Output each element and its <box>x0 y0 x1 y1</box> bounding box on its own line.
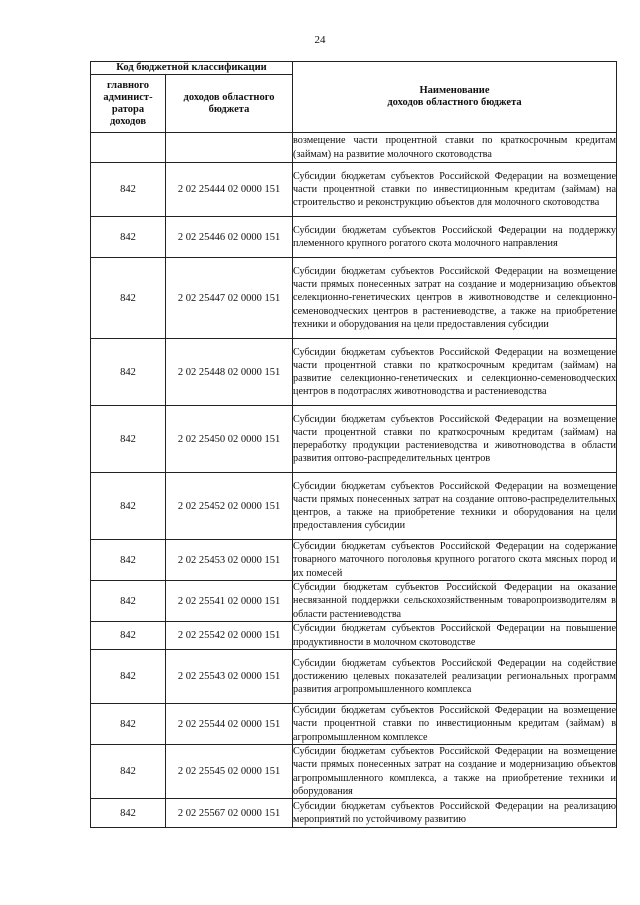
admin-code-cell: 842 <box>91 217 166 258</box>
table-row <box>91 217 617 258</box>
header-admin-line-2: админист- <box>103 91 153 103</box>
admin-code-cell: 842 <box>91 473 166 540</box>
table-row <box>91 745 617 799</box>
table-row <box>91 540 617 581</box>
income-name-cell: Субсидии бюджетам субъектов Российской Федерации на поддержку племенного крупного рогатого скота молочного направления <box>293 217 617 258</box>
income-name-cell: Субсидии бюджетам субъектов Российской Федерации на возмещение части прямых понесенных затрат на создание и модернизацию объектов агропромышленного комплекса, а также на приобретение техники и оборудования <box>293 746 616 797</box>
income-name-cell: возмещение части процентной ставки по краткосрочным кредитам (займам) на развитие молочного скотоводства <box>293 133 617 163</box>
table-row <box>91 258 617 339</box>
header-name-line-1: Наименование <box>419 85 490 96</box>
income-code-cell: 2 02 25542 02 0000 151 <box>166 622 293 650</box>
budget-income-table <box>90 61 617 828</box>
admin-code-cell: 842 <box>91 704 166 745</box>
admin-code-cell <box>91 133 166 163</box>
admin-code-cell: 842 <box>91 622 166 650</box>
table-row <box>91 650 617 704</box>
table-row <box>91 622 617 650</box>
table-row <box>91 473 617 540</box>
page-number: 24 <box>314 34 326 46</box>
income-name-cell: Субсидии бюджетам субъектов Российской Федерации на реализацию мероприятий по устойчивому развитию <box>293 799 617 828</box>
header-name-line-2: доходов областного бюджета <box>387 97 522 108</box>
income-code-cell: 2 02 25544 02 0000 151 <box>166 704 293 745</box>
income-code-cell: 2 02 25453 02 0000 151 <box>166 540 293 581</box>
income-name-cell: Субсидии бюджетам субъектов Российской Федерации на возмещение части процентной ставки по инвестиционным кредитам (займам) в агропромышленном комплексе <box>293 705 616 743</box>
income-code-cell: 2 02 25541 02 0000 151 <box>166 581 293 622</box>
header-income-column <box>166 75 293 133</box>
income-name-cell: Субсидии бюджетам субъектов Российской Федерации на оказание несвязанной поддержки сельскохозяйственным товаропроизводителям в области растениеводства <box>293 582 616 620</box>
admin-code-cell: 842 <box>91 163 166 217</box>
admin-code-cell: 842 <box>91 540 166 581</box>
admin-code-cell: 842 <box>91 406 166 473</box>
table-row <box>91 704 617 745</box>
income-name-cell: Субсидии бюджетам субъектов Российской Федерации на возмещение части процентной ставки по инвестиционным кредитам (займам) на строительство и реконструкцию объектов для молочного скотоводства <box>293 163 617 217</box>
header-admin-line-1: главного <box>106 79 150 91</box>
admin-code-cell: 842 <box>91 581 166 622</box>
table-row <box>91 339 617 406</box>
table-row <box>91 133 617 163</box>
admin-code-cell: 842 <box>91 799 166 828</box>
income-code-cell: 2 02 25450 02 0000 151 <box>166 406 293 473</box>
header-admin-column <box>91 75 166 133</box>
header-budget-classification: Код бюджетной классификации <box>91 62 293 75</box>
income-name-cell: Субсидии бюджетам субъектов Российской Федерации на возмещение части процентной ставки по краткосрочным кредитам (займам) на развитие селекционно-генетических и селекционно-семеноводческих центров в подотраслях животноводства и растениеводства <box>293 339 617 406</box>
table-row <box>91 799 617 828</box>
income-name-cell: Субсидии бюджетам субъектов Российской Федерации на содержание товарного маточного поголовья крупного рогатого скота мясных пород и их помесей <box>293 541 616 579</box>
table-row <box>91 581 617 622</box>
table-row <box>91 406 617 473</box>
admin-code-cell: 842 <box>91 745 166 799</box>
income-code-cell <box>166 133 293 163</box>
income-code-cell: 2 02 25446 02 0000 151 <box>166 217 293 258</box>
header-row-group <box>91 62 617 75</box>
income-code-cell: 2 02 25447 02 0000 151 <box>166 258 293 339</box>
header-name-column <box>293 62 617 133</box>
admin-code-cell: 842 <box>91 650 166 704</box>
header-admin-line-4: доходов <box>109 115 147 127</box>
header-income-line-2: бюджета <box>208 103 250 115</box>
income-name-cell: Субсидии бюджетам субъектов Российской Федерации на возмещение части прямых понесенных затрат на создание и модернизацию объектов селекционно-генетических центров в животноводстве и селекционно-семеноводческих центров в растениеводстве, а также на приобретение техники и оборудования на цели предоставления субсидии <box>293 258 617 339</box>
income-code-cell: 2 02 25545 02 0000 151 <box>166 745 293 799</box>
header-admin-line-3: ратора <box>111 103 145 115</box>
income-code-cell: 2 02 25452 02 0000 151 <box>166 473 293 540</box>
income-name-cell: Субсидии бюджетам субъектов Российской Федерации на возмещение части прямых понесенных затрат на создание оптово-распределительных центров, а также на приобретение техники и оборудования на цели предоставления субсидии <box>293 473 617 540</box>
income-code-cell: 2 02 25448 02 0000 151 <box>166 339 293 406</box>
admin-code-cell: 842 <box>91 258 166 339</box>
header-income-line-1: доходов областного <box>183 91 275 103</box>
income-name-cell: Субсидии бюджетам субъектов Российской Федерации на возмещение части процентной ставки по краткосрочным кредитам (займам) на переработку продукции растениеводства и животноводства в области развития оптово-распределительных центров <box>293 406 617 473</box>
income-code-cell: 2 02 25444 02 0000 151 <box>166 163 293 217</box>
income-code-cell: 2 02 25567 02 0000 151 <box>166 799 293 828</box>
admin-code-cell: 842 <box>91 339 166 406</box>
income-code-cell: 2 02 25543 02 0000 151 <box>166 650 293 704</box>
table-row <box>91 163 617 217</box>
income-name-cell: Субсидии бюджетам субъектов Российской Федерации на повышение продуктивности в молочном скотоводстве <box>293 623 616 648</box>
income-name-cell: Субсидии бюджетам субъектов Российской Федерации на содействие достижению целевых показателей реализации региональных программ развития агропромышленного комплекса <box>293 650 617 704</box>
